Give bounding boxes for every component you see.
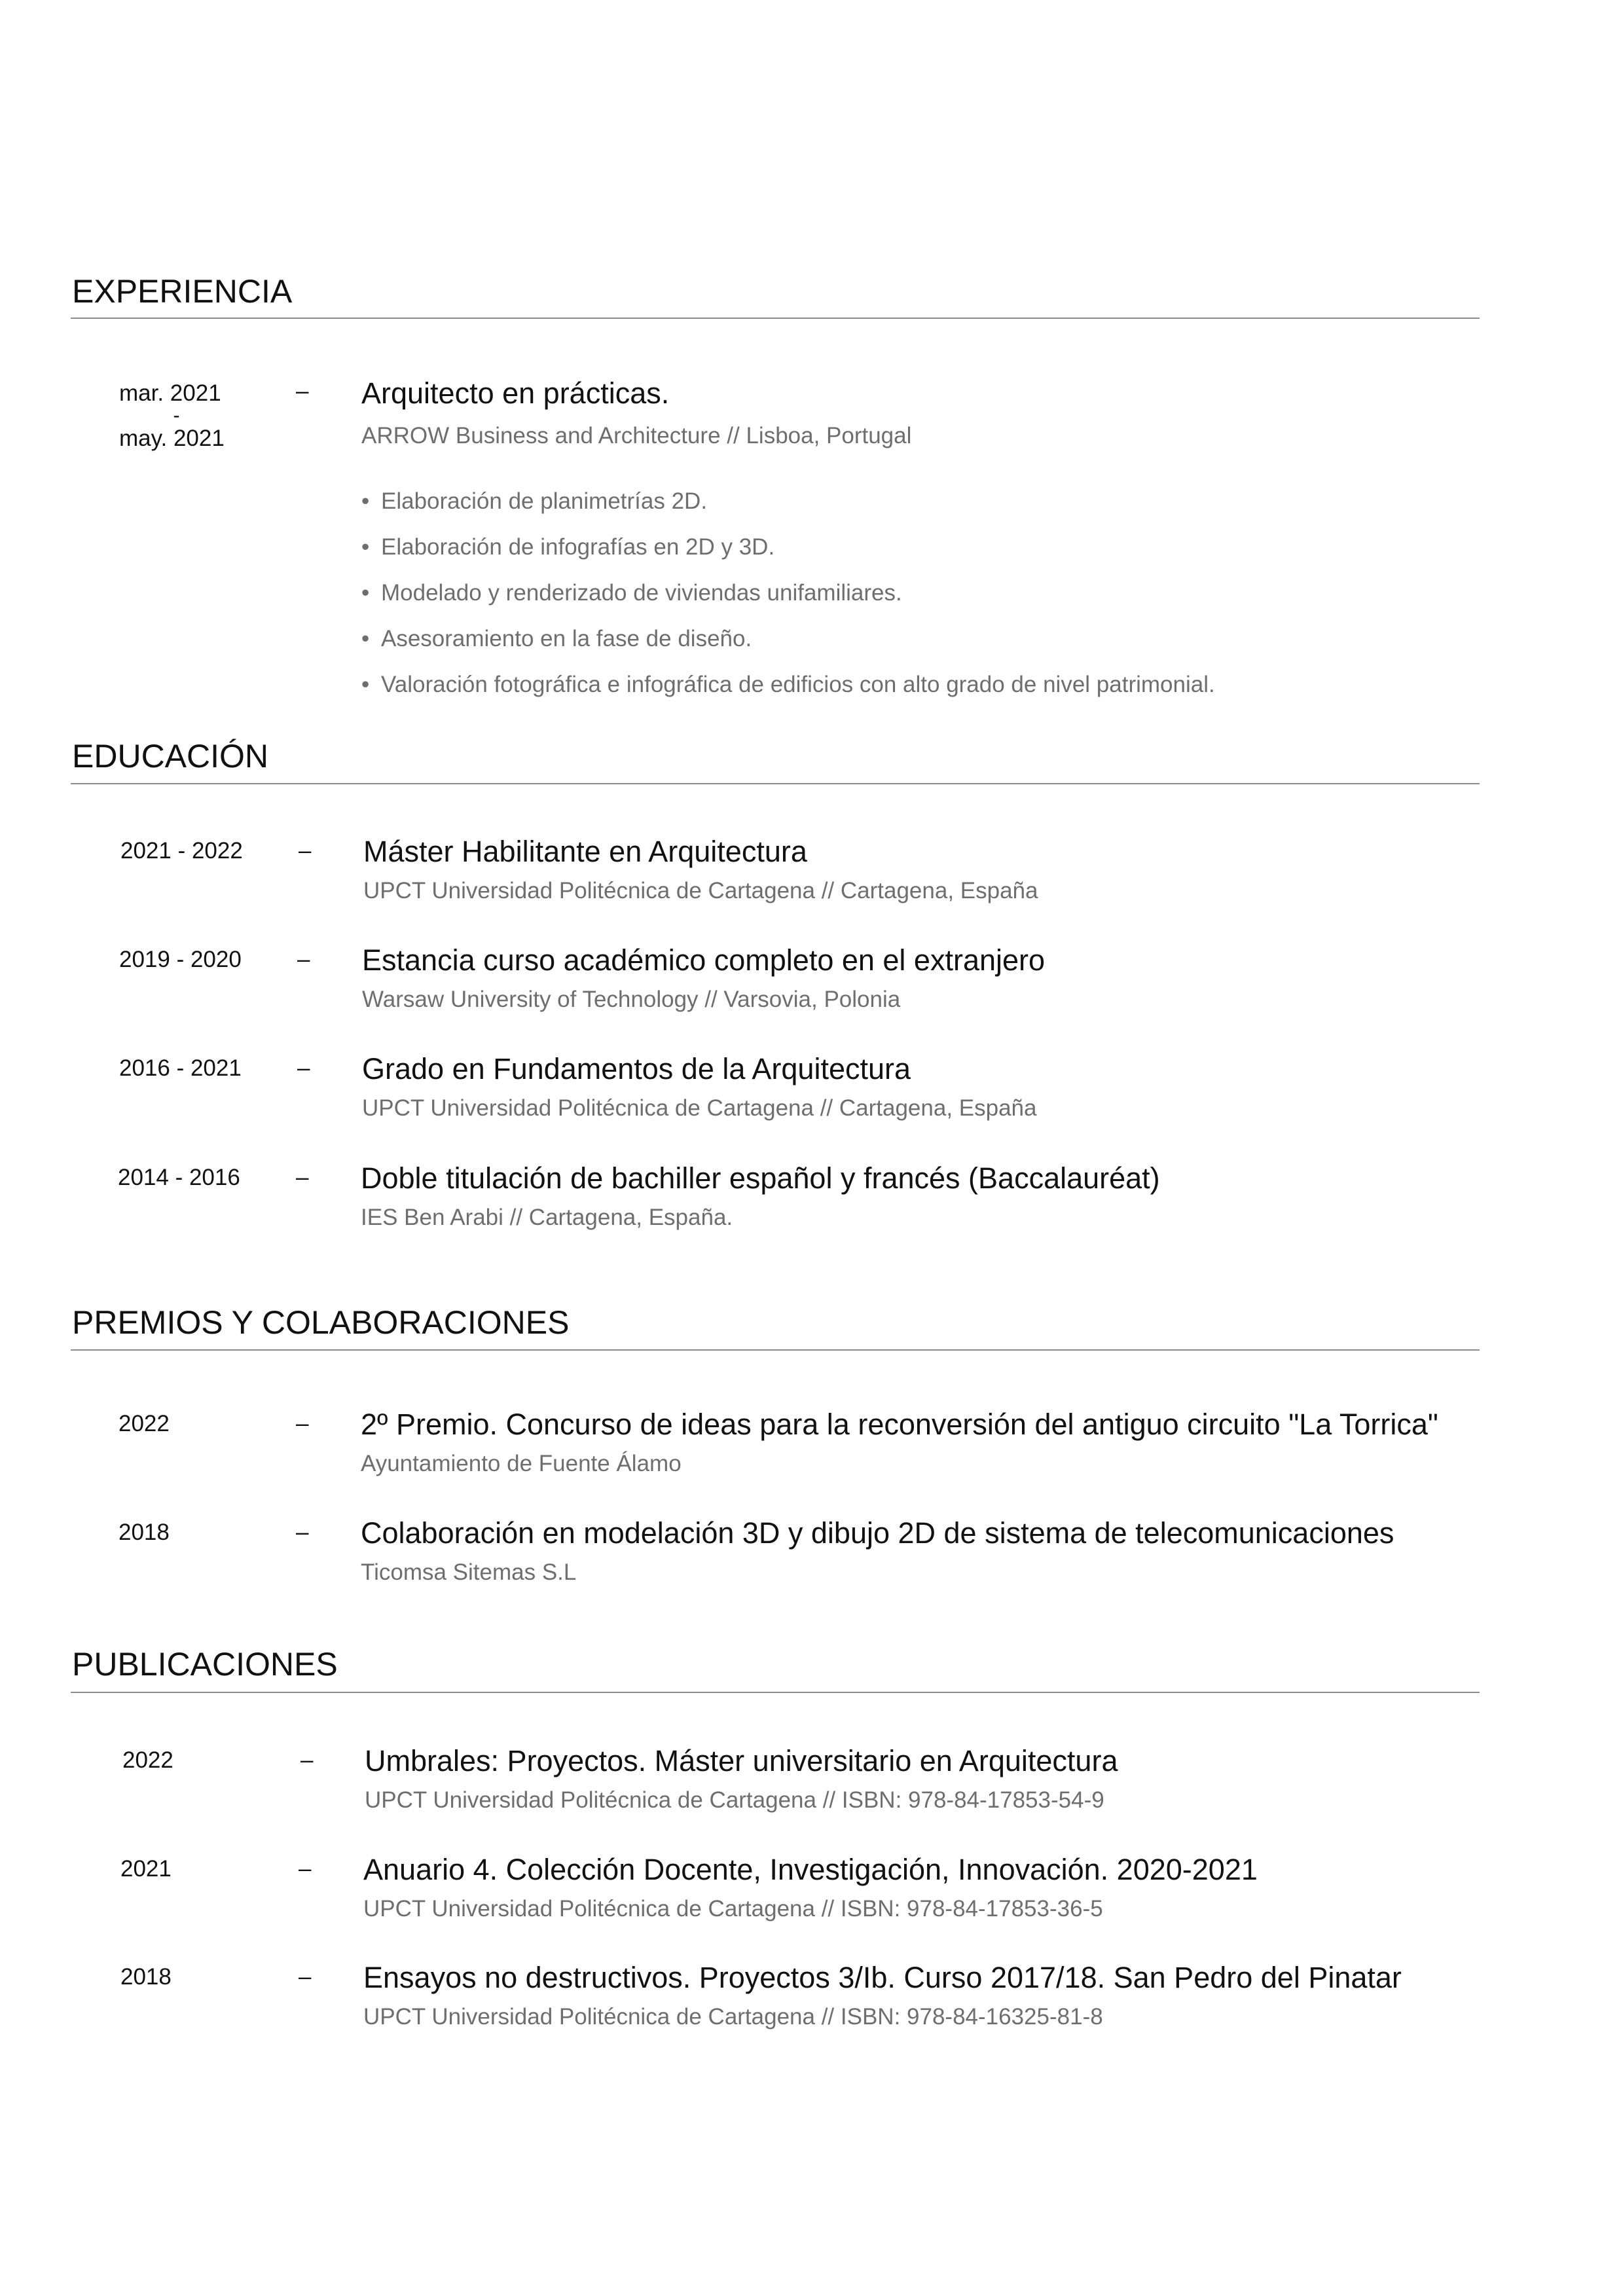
entry-dash: – <box>297 1055 310 1081</box>
entry-date: 2021 <box>120 1856 172 1882</box>
entry-date: 2022 <box>118 1411 170 1436</box>
entry-title: Ensayos no destructivos. Proyectos 3/Ib. Curso 2017/18. San Pedro del Pinatar <box>363 1961 1402 1994</box>
entry-date-end: may. 2021 <box>119 426 225 451</box>
entry-dash: – <box>301 1747 314 1773</box>
entry-dash: – <box>299 1964 312 1990</box>
section-divider <box>71 1349 1480 1351</box>
entry-subtitle: UPCT Universidad Politécnica de Cartagena // Cartagena, España <box>363 878 1038 903</box>
bullet-dot-icon: • <box>361 488 370 514</box>
entry-date: 2021 - 2022 <box>120 838 243 864</box>
entry-date-start: mar. 2021 <box>119 380 221 406</box>
entry-subtitle: UPCT Universidad Politécnica de Cartagena // ISBN: 978-84-17853-36-5 <box>363 1896 1103 1922</box>
section-divider <box>71 783 1480 784</box>
entry-title: Máster Habilitante en Arquitectura <box>363 835 807 868</box>
bullet-dot-icon: • <box>361 626 370 651</box>
section-divider <box>71 1692 1480 1693</box>
entry-date-range <box>119 382 234 450</box>
entry-title: Umbrales: Proyectos. Máster universitario en Arquitectura <box>365 1744 1118 1777</box>
bullet-item: • Asesoramiento en la fase de diseño. <box>361 626 752 651</box>
entry-subtitle: Ticomsa Sitemas S.L <box>361 1559 577 1585</box>
entry-title: 2º Premio. Concurso de ideas para la reconversión del antiguo circuito "La Torrica" <box>361 1408 1438 1441</box>
entry-date: 2014 - 2016 <box>118 1165 240 1190</box>
entry-title: Estancia curso académico completo en el extranjero <box>362 943 1046 977</box>
entry-dash: – <box>297 947 310 972</box>
section-title-publicaciones: PUBLICACIONES <box>72 1646 338 1683</box>
entry-title: Anuario 4. Colección Docente, Investigación, Innovación. 2020-2021 <box>363 1853 1258 1886</box>
entry-subtitle: Ayuntamiento de Fuente Álamo <box>361 1451 682 1476</box>
bullet-dot-icon: • <box>361 534 370 560</box>
entry-date: 2018 <box>120 1964 172 1990</box>
section-title-educacion: EDUCACIÓN <box>72 738 269 774</box>
entry-dash: – <box>296 1411 309 1436</box>
bullet-item: • Elaboración de infografías en 2D y 3D. <box>361 534 775 560</box>
entry-subtitle: Warsaw University of Technology // Varsovia, Polonia <box>362 987 901 1012</box>
bullet-dot-icon: • <box>361 672 370 697</box>
entry-title: Arquitecto en prácticas. <box>361 376 670 410</box>
entry-date: 2022 <box>122 1747 173 1773</box>
entry-subtitle: ARROW Business and Architecture // Lisboa, Portugal <box>361 423 912 448</box>
entry-dash: – <box>296 1165 309 1190</box>
entry-subtitle: UPCT Universidad Politécnica de Cartagena // ISBN: 978-84-16325-81-8 <box>363 2004 1103 2030</box>
entry-title: Colaboración en modelación 3D y dibujo 2D de sistema de telecomunicaciones <box>361 1516 1394 1550</box>
bullet-item: • Modelado y renderizado de viviendas unifamiliares. <box>361 580 902 606</box>
bullet-item: • Valoración fotográfica e infográfica de edificios con alto grado de nivel patrimonial. <box>361 672 1215 697</box>
entry-dash: – <box>299 1856 312 1882</box>
entry-title: Doble titulación de bachiller español y francés (Baccalauréat) <box>361 1161 1160 1195</box>
entry-dash: – <box>299 838 312 864</box>
entry-date-separator: - <box>173 405 180 426</box>
bullet-item: • Elaboración de planimetrías 2D. <box>361 488 708 514</box>
entry-subtitle: IES Ben Arabi // Cartagena, España. <box>361 1205 733 1230</box>
entry-dash: – <box>296 378 309 404</box>
entry-date: 2019 - 2020 <box>119 947 242 972</box>
entry-date: 2016 - 2021 <box>119 1055 242 1081</box>
bullet-dot-icon: • <box>361 580 370 606</box>
section-title-premios: PREMIOS Y COLABORACIONES <box>72 1304 570 1341</box>
entry-date: 2018 <box>118 1520 170 1545</box>
section-title-experiencia: EXPERIENCIA <box>72 273 293 310</box>
entry-subtitle: UPCT Universidad Politécnica de Cartagena // ISBN: 978-84-17853-54-9 <box>365 1787 1104 1813</box>
section-divider <box>71 318 1480 319</box>
entry-title: Grado en Fundamentos de la Arquitectura <box>362 1052 911 1085</box>
entry-dash: – <box>296 1520 309 1545</box>
entry-subtitle: UPCT Universidad Politécnica de Cartagena // Cartagena, España <box>362 1095 1037 1121</box>
